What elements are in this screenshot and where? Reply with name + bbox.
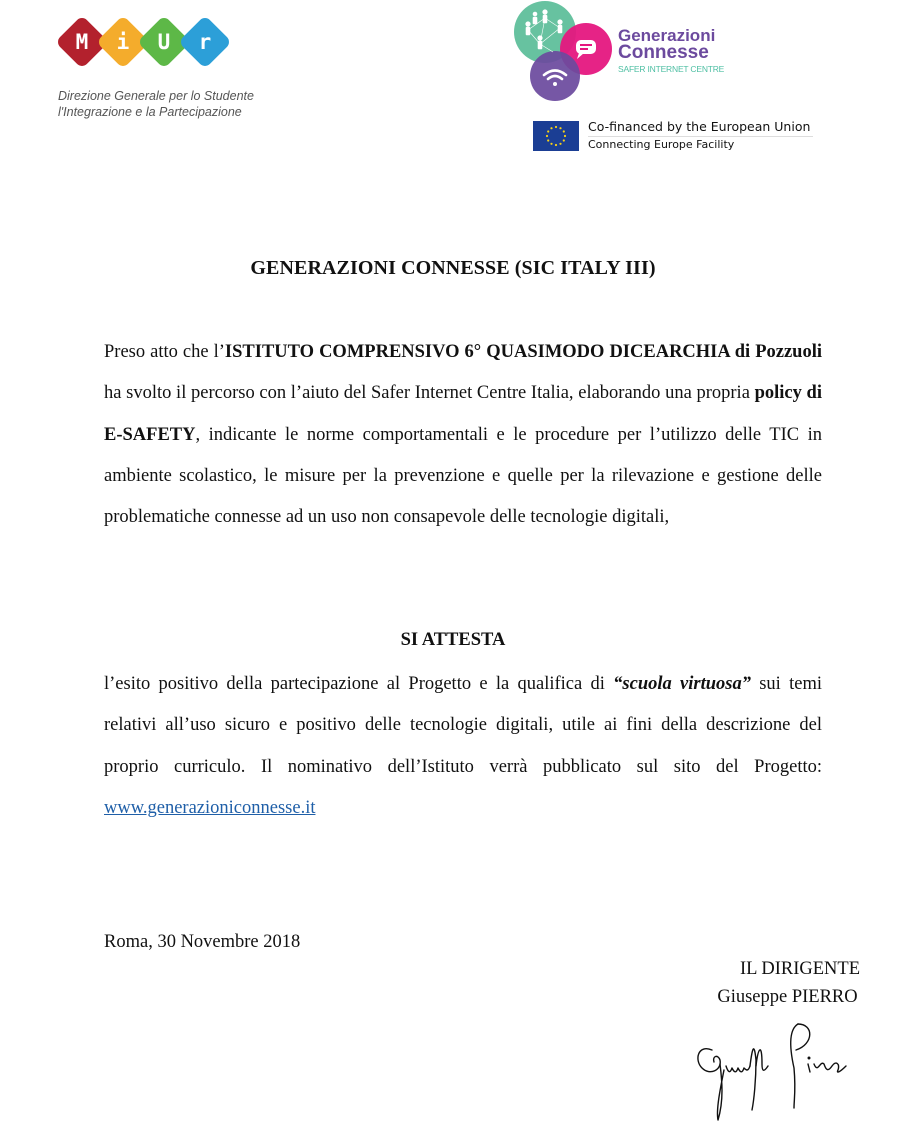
para-1-text-1: Preso atto che l’ xyxy=(104,342,225,362)
eu-facility-text: Connecting Europe Facility xyxy=(588,138,735,151)
gc-title-line-1: Generazioni xyxy=(618,26,716,45)
eu-star-icon xyxy=(555,126,557,128)
miur-subtitle-line-2: l'Integrazione e la Partecipazione xyxy=(58,105,242,119)
miur-letter: r xyxy=(198,30,212,54)
eu-star-icon xyxy=(550,127,552,129)
para-1-text-3: , indicante le norme comportamentali e le procedure per l’utilizzo delle TIC in ambiente scolastico, le misure per la prevenzione e quelle per la rilevazione e gestione delle problematiche connesse ad un uso non consapevole delle tecnologie digitali, xyxy=(104,424,822,528)
miur-letter: i xyxy=(116,30,130,54)
institute-name: ISTITUTO COMPRENSIVO 6° QUASIMODO DICEARCHIA di Pozzuoli xyxy=(224,342,822,362)
eu-star-icon xyxy=(550,143,552,145)
signer-role: IL DIRIGENTE xyxy=(739,959,861,979)
para-2-text-1: l’esito positivo della partecipazione al Progetto e la qualifica di xyxy=(104,674,614,694)
signer-name: Giuseppe PIERRO xyxy=(717,987,858,1007)
para-2-text-2: sui temi relativi all’uso sicuro e positivo delle tecnologie digitali, utile ai fini della descrizione del proprio curriculo. Il nominativo dell’Istituto verrà pubblicato sul sito del Progetto: xyxy=(104,674,822,777)
para-1-text-2: ha svolto il percorso con l’aiuto del Safer Internet Centre Italia, elaborando una propria xyxy=(104,383,755,404)
miur-letter: U xyxy=(157,30,171,54)
paragraph-esito xyxy=(104,664,822,829)
eu-star-icon xyxy=(564,135,566,137)
miur-subtitle-line-1: Direzione Generale per lo Studente xyxy=(58,89,254,103)
eu-star-icon xyxy=(563,130,565,132)
miur-letter: M xyxy=(75,30,89,54)
eu-star-icon xyxy=(559,143,561,145)
eu-flag-icon xyxy=(533,121,579,151)
eu-star-icon xyxy=(555,144,557,146)
eu-cofinanced-text: Co-financed by the European Union xyxy=(588,119,811,134)
miur-logo xyxy=(56,14,232,70)
gc-title-line-2: Connesse xyxy=(618,42,709,63)
eu-star-icon xyxy=(563,139,565,141)
date-line: Roma, 30 Novembre 2018 xyxy=(104,932,301,952)
signature-image xyxy=(690,1020,870,1125)
document-title: GENERAZIONI CONNESSE (SIC ITALY III) xyxy=(250,257,656,279)
attesta-heading: SI ATTESTA xyxy=(400,630,506,650)
eu-star-icon xyxy=(547,139,549,141)
eu-star-icon xyxy=(547,130,549,132)
eu-star-icon xyxy=(559,127,561,129)
eu-star-icon xyxy=(546,135,548,137)
paragraph-preso-atto xyxy=(104,332,822,538)
eu-divider xyxy=(588,136,813,137)
scuola-virtuosa-text: “scuola virtuosa” xyxy=(613,674,751,694)
policy-name: policy di E-SAFETY xyxy=(104,383,822,445)
gc-subtitle: SAFER INTERNET CENTRE xyxy=(618,64,725,74)
generazioni-connesse-logo-icon xyxy=(513,0,613,102)
website-link[interactable]: www.generazioniconnesse.it xyxy=(104,797,316,818)
